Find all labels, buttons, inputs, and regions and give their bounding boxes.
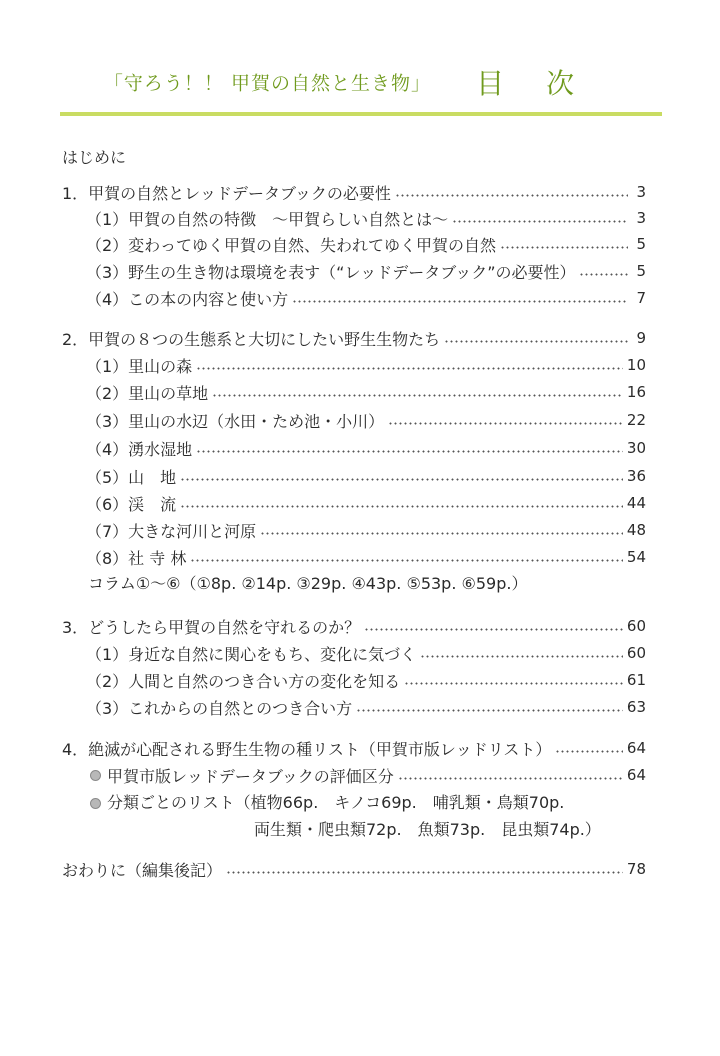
toc-entry-text: （6）渓 流 (86, 494, 177, 514)
intro-label: はじめに (62, 148, 127, 167)
dot-leader (555, 750, 623, 753)
toc-page-number: 9 (636, 329, 646, 347)
toc-entry-3-3[interactable] (86, 695, 646, 719)
classification-list-line1 (90, 791, 564, 815)
dot-leader (444, 340, 628, 343)
toc-page-number: 61 (626, 671, 646, 689)
dot-leader (190, 559, 623, 562)
toc-entry-text: （2）変わってゆく甲賀の自然、失われてゆく甲賀の自然 (86, 235, 497, 255)
toc-entry-1-4[interactable] (86, 286, 646, 310)
bullet-icon (90, 770, 101, 781)
toc-entry-text: 3．どうしたら甲賀の自然を守れるのか？ (62, 617, 361, 637)
dot-leader (388, 422, 623, 425)
toc-entry-1-2[interactable] (86, 232, 646, 256)
toc-entry-text: （1）里山の森 (86, 356, 193, 376)
toc-page-number: 78 (626, 860, 646, 878)
dot-leader (500, 246, 628, 249)
toc-entry-text: （7）大きな河川と河原 (86, 521, 257, 541)
toc-page-number: 22 (626, 411, 646, 429)
toc-entry-text: 甲賀市版レッドデータブックの評価区分 (107, 766, 394, 786)
classification-list-line2: 両生類・爬虫類72p. 魚類73p. 昆虫類74p.） (254, 820, 601, 839)
dot-leader (260, 532, 623, 535)
dot-leader (292, 300, 628, 303)
toc-page-number: 60 (626, 617, 646, 635)
column-note: コラム①〜⑥（①8p. ②14p. ③29p. ④43p. ⑤53p. ⑥59p.） (88, 574, 528, 593)
dot-leader (196, 450, 623, 453)
toc-page-number: 3 (636, 183, 646, 201)
toc-page-number: 30 (626, 439, 646, 457)
toc-page-number: 7 (636, 289, 646, 307)
toc-entry-text: （2）人間と自然のつき合い方の変化を知る (86, 671, 401, 691)
toc-entry-text: 1．甲賀の自然とレッドデータブックの必要性 (62, 183, 391, 203)
title-divider (60, 112, 662, 116)
toc-page-number: 36 (626, 467, 646, 485)
dot-leader (356, 709, 623, 712)
dot-leader (395, 194, 628, 197)
toc-page-number: 10 (626, 356, 646, 374)
toc-entry-text: （4）この本の内容と使い方 (86, 289, 289, 309)
toc-entry-text: （3）野生の生き物は環境を表す（“レッドデータブック”の必要性） (86, 262, 576, 282)
toc-page-number: 44 (626, 494, 646, 512)
dot-leader (398, 777, 623, 780)
toc-entry-1-1[interactable] (86, 206, 646, 230)
toc-entry-2-1[interactable] (86, 353, 646, 377)
toc-entry-2-2[interactable] (86, 380, 646, 404)
book-title: 「守ろう！！ 甲賀の自然と生き物」 (103, 72, 431, 95)
toc-entry-2-5[interactable] (86, 464, 646, 488)
toc-entry-2-7[interactable] (86, 518, 646, 542)
toc-entry-4[interactable] (62, 736, 646, 760)
toc-page-number: 3 (636, 209, 646, 227)
dot-leader (420, 655, 623, 658)
toc-page-number: 63 (626, 698, 646, 716)
toc-entry-text: 4．絶滅が心配される野生生物の種リスト（甲賀市版レッドリスト） (62, 739, 552, 759)
dot-leader (180, 478, 623, 481)
toc-entry-1-3[interactable] (86, 259, 646, 283)
dot-leader (180, 505, 623, 508)
toc-page-number: 64 (626, 766, 646, 784)
toc-entry-3-2[interactable] (86, 668, 646, 692)
toc-entry-text: （2）里山の草地 (86, 383, 209, 403)
toc-entry-closing[interactable] (62, 857, 646, 881)
toc-entry-2-4[interactable] (86, 436, 646, 460)
dot-leader (404, 682, 623, 685)
toc-entry-text: （3）これからの自然とのつき合い方 (86, 698, 353, 718)
toc-entry-text: （3）里山の水辺（水田・ため池・小川） (86, 411, 385, 431)
toc-entry-text: おわりに（編集後記） (62, 860, 223, 880)
dot-leader (452, 220, 628, 223)
dot-leader (364, 628, 623, 631)
dot-leader (212, 394, 623, 397)
toc-page-number: 5 (636, 262, 646, 280)
bullet-icon (90, 798, 101, 809)
toc-entry-text: （1）身近な自然に関心をもち、変化に気づく (86, 644, 417, 664)
toc-entry-2[interactable] (62, 326, 646, 350)
dot-leader (226, 871, 623, 874)
toc-entry-text: （8）社 寺 林 (86, 548, 187, 568)
toc-entry-2-8[interactable] (86, 545, 646, 569)
toc-entry-2-3[interactable] (86, 408, 646, 432)
toc-entry-1[interactable] (62, 180, 646, 204)
toc-entry-3[interactable] (62, 614, 646, 638)
dot-leader (196, 367, 623, 370)
toc-entry-4-1[interactable] (90, 763, 646, 787)
toc-entry-text: 2．甲賀の８つの生態系と大切にしたい野生生物たち (62, 329, 441, 349)
toc-entry-2-6[interactable] (86, 491, 646, 515)
toc-page-number: 64 (626, 739, 646, 757)
toc-page-number: 16 (626, 383, 646, 401)
page-title (0, 62, 720, 102)
toc-page-number: 5 (636, 235, 646, 253)
toc-entry-text: （1）甲賀の自然の特徴 〜甲賀らしい自然とは〜 (86, 209, 449, 229)
toc-page-number: 48 (626, 521, 646, 539)
toc-entry-text: （4）湧水湿地 (86, 439, 193, 459)
classification-list-text: 分類ごとのリスト（植物66p. キノコ69p. 哺乳類・鳥類70p. (107, 793, 565, 812)
dot-leader (579, 273, 628, 276)
toc-page-number: 54 (626, 548, 646, 566)
toc-entry-text: （5）山 地 (86, 467, 177, 487)
toc-heading: 目次 (476, 67, 617, 100)
toc-entry-3-1[interactable] (86, 641, 646, 665)
toc-page-number: 60 (626, 644, 646, 662)
